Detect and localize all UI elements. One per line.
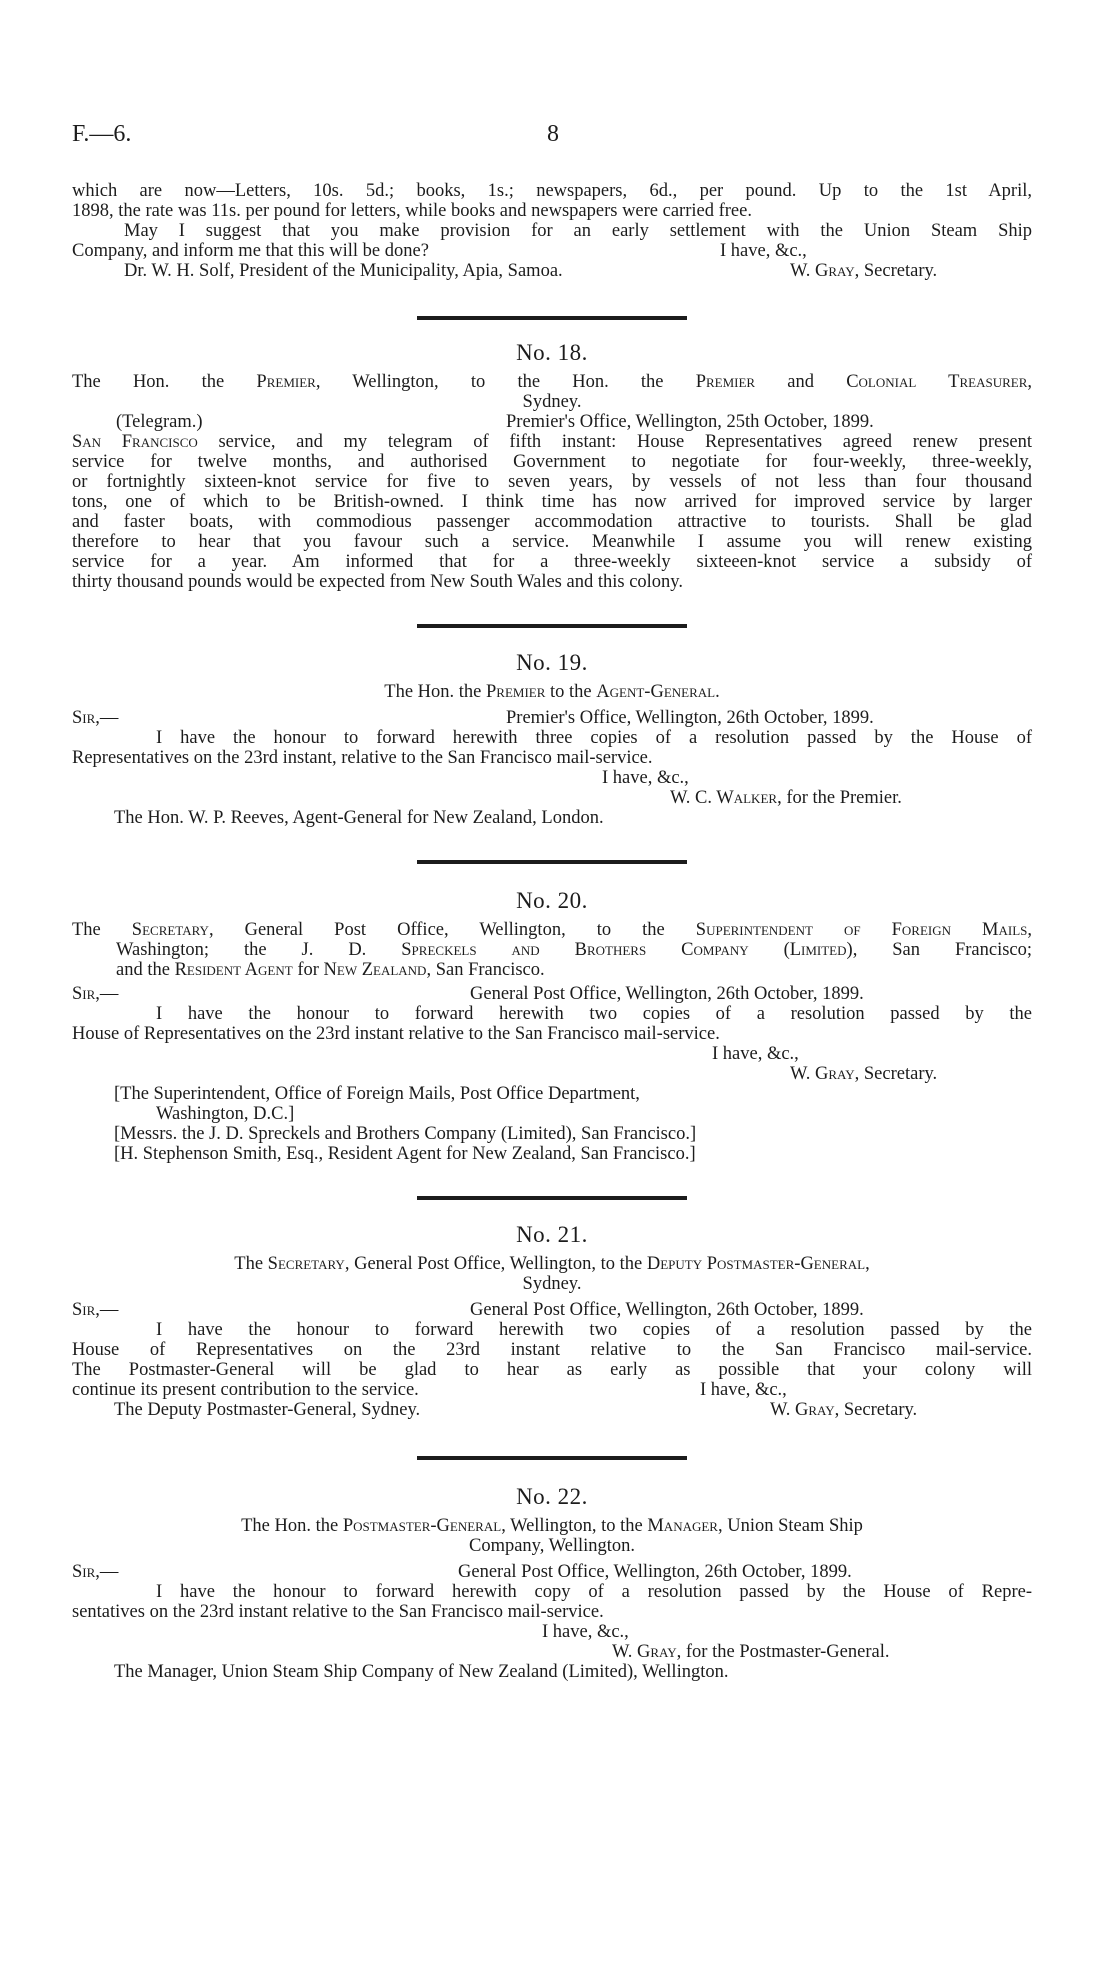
letter-heading: The Secretary, General Post Office, Wellington, to the Superintendent of Foreign Mails,: [72, 920, 1033, 940]
letter-heading: Washington; the J. D. Spreckels and Brothers Company (Limited), San Francisco;: [116, 940, 1033, 960]
signature: W. Gray, Secretary.: [790, 1064, 938, 1084]
place-date: General Post Office, Wellington, 26th October, 1899.: [470, 984, 864, 1004]
body-line-with-close: [72, 1380, 1032, 1400]
body-line: San Francisco service, and my telegram of fifth instant: House Representatives agreed renew present: [72, 432, 1033, 452]
signer-name: W. Gray: [790, 261, 855, 281]
place-date: General Post Office, Wellington, 26th October, 1899.: [470, 1300, 864, 1320]
signature: W. C. Walker, for the Premier.: [670, 788, 902, 808]
page-header: [72, 121, 1032, 154]
addressee-line: [72, 1084, 1032, 1104]
signature: [790, 261, 937, 281]
letter-number: No. 19.: [516, 650, 588, 675]
body-text: Company, and inform me that this will be done?: [72, 241, 429, 261]
letter-no-19: [72, 650, 1032, 828]
signature-line: [72, 1064, 1032, 1084]
addressee-line: [72, 1662, 1032, 1682]
letter-number: No. 22.: [516, 1484, 588, 1509]
signature-line: [72, 788, 1032, 808]
body-line: May I suggest that you make provision for an early settlement with the Union Steam Ship: [124, 221, 1032, 241]
body-line: I have the honour to forward herewith copy of a resolution passed by the House of Repre-: [156, 1582, 1032, 1602]
dateline: [72, 708, 1032, 728]
closing-line: [72, 768, 1032, 788]
dateline: [72, 1300, 1032, 1320]
addressee-signature-line: [72, 1400, 1032, 1420]
closing: I have, &c.,: [542, 1622, 629, 1642]
addressee-line: [72, 1104, 1032, 1124]
letter-heading-cont: Sydney.: [522, 392, 582, 412]
letter-heading: The Hon. the Premier to the Agent-General.: [384, 682, 720, 702]
body-line: and faster boats, with commodious passenger accommodation attractive to tourists. Shall be glad: [72, 512, 1032, 532]
letter-no-21: [72, 1222, 1032, 1420]
document-body: [72, 181, 1032, 1682]
letter-no-22: [72, 1484, 1032, 1682]
letter-heading: The Hon. the Postmaster-General, Wellington, to the Manager, Union Steam Ship: [241, 1516, 863, 1536]
salutation: Sir,—: [72, 708, 119, 728]
addressee-line: [72, 1144, 1032, 1164]
page-number: 8: [547, 121, 559, 147]
body-line: I have the honour to forward herewith two copies of a resolution passed by the: [156, 1004, 1032, 1024]
closing-line: [72, 1044, 1032, 1064]
letter-heading: The Secretary, General Post Office, Wellington, to the Deputy Postmaster-General,: [234, 1254, 870, 1274]
letter-heading-cont: Sydney.: [522, 1274, 582, 1294]
dateline: [72, 984, 1032, 1004]
body-line: Representatives on the 23rd instant, relative to the San Francisco mail-service.: [72, 748, 653, 768]
addressee: [The Superintendent, Office of Foreign Mails, Post Office Department,: [114, 1084, 640, 1104]
addressee: Dr. W. H. Solf, President of the Municipality, Apia, Samoa.: [124, 261, 563, 281]
body-line: which are now—Letters, 10s. 5d.; books, 1s.; newspapers, 6d., per pound. Up to the 1st April,: [72, 181, 1032, 201]
body-text: continue its present contribution to the service.: [72, 1380, 419, 1400]
salutation: Sir,—: [72, 1562, 119, 1582]
letter-heading-cont: Company, Wellington.: [468, 1536, 636, 1556]
addressee: The Deputy Postmaster-General, Sydney.: [114, 1400, 421, 1420]
place-date: Premier's Office, Wellington, 25th October, 1899.: [506, 412, 874, 432]
body-line: therefore to hear that you favour such a service. Meanwhile I assume you will renew existing: [72, 532, 1032, 552]
body-line: tons, one of which to be British-owned. I think time has now arrived for improved service by larger: [72, 492, 1032, 512]
addressee: The Manager, Union Steam Ship Company of New Zealand (Limited), Wellington.: [114, 1662, 729, 1682]
letter-no-18: [72, 340, 1032, 592]
salutation: Sir,—: [72, 984, 119, 1004]
addressee: [Messrs. the J. D. Spreckels and Brothers Company (Limited), San Francisco.]: [114, 1124, 697, 1144]
closing: I have, &c.,: [700, 1380, 787, 1400]
body-line: or fortnightly sixteen-knot service for five to seven years, by vessels of not less than four thousand: [72, 472, 1032, 492]
body-line: sentatives on the 23rd instant relative to the San Francisco mail-service.: [72, 1602, 604, 1622]
paper-reference: F.—6.: [72, 121, 132, 147]
addressee: The Hon. W. P. Reeves, Agent-General for New Zealand, London.: [114, 808, 604, 828]
signature: W. Gray, for the Postmaster-General.: [612, 1642, 890, 1662]
addressee: [H. Stephenson Smith, Esq., Resident Agent for New Zealand, San Francisco.]: [114, 1144, 696, 1164]
addressee-signature-line: [72, 261, 1032, 281]
closing: I have, &c.,: [602, 768, 689, 788]
closing: I have, &c.,: [720, 241, 807, 261]
dateline: [72, 412, 1032, 432]
body-line: thirty thousand pounds would be expected from New South Wales and this colony.: [72, 572, 683, 592]
addressee-cont: Washington, D.C.]: [156, 1104, 295, 1124]
addressee-line: [72, 808, 1032, 828]
closing-line: [72, 1622, 1032, 1642]
body-line: House of Representatives on the 23rd instant relative to the San Francisco mail-service.: [72, 1024, 720, 1044]
letter-no-20: [72, 888, 1032, 1164]
letter-number: No. 20.: [516, 888, 588, 913]
place-date: General Post Office, Wellington, 26th October, 1899.: [458, 1562, 852, 1582]
addressee-line: [72, 1124, 1032, 1144]
body-line: service for twelve months, and authorised Government to negotiate for four-weekly, three-weekly,: [72, 452, 1032, 472]
letter-heading: The Hon. the Premier, Wellington, to the Hon. the Premier and Colonial Treasurer,: [72, 372, 1032, 392]
telegram-label: (Telegram.): [116, 412, 203, 432]
body-line: 1898, the rate was 11s. per pound for letters, while books and newspapers were carried free.: [72, 201, 752, 221]
dateline: [72, 1562, 1032, 1582]
body-line: The Postmaster-General will be glad to hear as early as possible that your colony will: [72, 1360, 1032, 1380]
signer-title: , Secretary.: [854, 261, 938, 281]
letter-number: No. 21.: [516, 1222, 588, 1247]
body-line: I have the honour to forward herewith three copies of a resolution passed by the House of: [156, 728, 1032, 748]
closing: I have, &c.,: [712, 1044, 799, 1064]
salutation: Sir,—: [72, 1300, 119, 1320]
letter-continuation: [72, 181, 1032, 281]
body-line: House of Representatives on the 23rd instant relative to the San Francisco mail-service.: [72, 1340, 1032, 1360]
signature: W. Gray, Secretary.: [770, 1400, 918, 1420]
body-line: service for a year. Am informed that for a three-weekly sixteeen-knot service a subsidy of: [72, 552, 1032, 572]
signature-line: [72, 1642, 1032, 1662]
letter-number: No. 18.: [516, 340, 588, 365]
letter-heading: and the Resident Agent for New Zealand, San Francisco.: [116, 960, 545, 980]
place-date: Premier's Office, Wellington, 26th October, 1899.: [506, 708, 874, 728]
body-line: I have the honour to forward herewith two copies of a resolution passed by the: [156, 1320, 1032, 1340]
body-line-with-close: [72, 241, 1032, 261]
